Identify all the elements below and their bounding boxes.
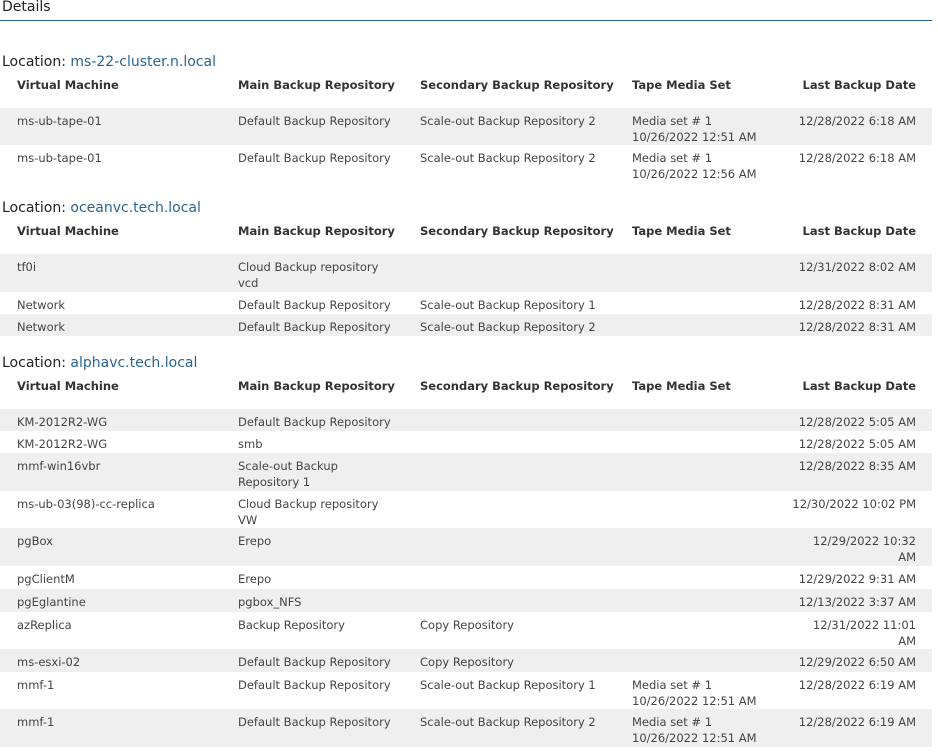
col-header-virtual-machine[interactable]: Virtual Machine	[17, 78, 119, 92]
cell-vm: mmf-1	[17, 678, 55, 692]
cell-main-repo: Erepo	[238, 534, 272, 548]
last-backup-line: AM	[898, 550, 916, 564]
main-repo-line: VW	[238, 513, 258, 527]
cell-main-repo	[238, 458, 388, 490]
cell-vm: Network	[17, 320, 66, 334]
cell-main-repo: Default Backup Repository	[238, 320, 391, 334]
col-header-last-backup[interactable]: Last Backup Date	[802, 224, 916, 238]
cell-last-backup: 12/28/2022 5:05 AM	[798, 415, 916, 429]
cell-tape-media	[632, 714, 792, 746]
location-label: Location:	[2, 200, 66, 216]
cell-last-backup: 12/28/2022 6:19 AM	[798, 715, 916, 729]
cell-main-repo: pgbox_NFS	[238, 595, 302, 609]
col-header-main-repo[interactable]: Main Backup Repository	[238, 224, 395, 238]
cell-last-backup: 12/31/2022 8:02 AM	[798, 260, 916, 274]
location-link[interactable]: oceanvc.tech.local	[70, 200, 201, 216]
col-header-last-backup[interactable]: Last Backup Date	[802, 78, 916, 92]
cell-secondary-repo: Scale-out Backup Repository 1	[420, 298, 596, 312]
tape-media-set: Media set # 1	[632, 678, 713, 692]
last-backup-line: AM	[898, 634, 916, 648]
cell-last-backup: 12/28/2022 5:05 AM	[798, 437, 916, 451]
table-row	[0, 491, 932, 528]
col-header-secondary-repo[interactable]: Secondary Backup Repository	[420, 379, 614, 393]
cell-vm: ms-ub-03(98)-cc-replica	[17, 497, 155, 511]
col-header-tape-media[interactable]: Tape Media Set	[632, 379, 731, 393]
cell-vm: pgEglantine	[17, 595, 86, 609]
last-backup-line: 12/31/2022 11:01	[812, 618, 916, 632]
cell-last-backup: 12/28/2022 6:19 AM	[798, 678, 916, 692]
table-row	[0, 108, 932, 145]
cell-main-repo	[238, 496, 388, 528]
table-row	[0, 431, 932, 453]
cell-last-backup: 12/28/2022 8:35 AM	[798, 459, 916, 473]
main-repo-line: Cloud Backup repository	[238, 497, 379, 511]
col-header-virtual-machine[interactable]: Virtual Machine	[17, 379, 119, 393]
main-repo-line: vcd	[238, 276, 259, 290]
col-header-secondary-repo[interactable]: Secondary Backup Repository	[420, 224, 614, 238]
cell-secondary-repo: Scale-out Backup Repository 1	[420, 678, 596, 692]
cell-secondary-repo: Scale-out Backup Repository 2	[420, 715, 596, 729]
table-row	[0, 528, 932, 566]
cell-secondary-repo: Scale-out Backup Repository 2	[420, 114, 596, 128]
col-header-tape-media[interactable]: Tape Media Set	[632, 224, 731, 238]
col-header-tape-media[interactable]: Tape Media Set	[632, 78, 731, 92]
cell-last-backup	[786, 533, 916, 565]
table-row	[0, 453, 932, 491]
last-backup-line: 12/29/2022 10:32	[812, 534, 916, 548]
table-row	[0, 254, 932, 292]
cell-main-repo: Default Backup Repository	[238, 415, 391, 429]
cell-secondary-repo: Copy Repository	[420, 655, 514, 669]
cell-secondary-repo: Scale-out Backup Repository 2	[420, 320, 596, 334]
cell-main-repo: Default Backup Repository	[238, 715, 391, 729]
cell-secondary-repo: Copy Repository	[420, 618, 514, 632]
col-header-last-backup[interactable]: Last Backup Date	[802, 379, 916, 393]
table-row	[0, 292, 932, 314]
tape-media-set: Media set # 1	[632, 151, 713, 165]
cell-last-backup: 12/29/2022 9:31 AM	[798, 572, 916, 586]
table-row	[0, 672, 932, 709]
cell-last-backup: 12/28/2022 8:31 AM	[798, 320, 916, 334]
cell-main-repo: Default Backup Repository	[238, 114, 391, 128]
cell-vm: ms-ub-tape-01	[17, 151, 102, 165]
location-label: Location:	[2, 54, 66, 70]
table-row	[0, 709, 932, 747]
col-header-virtual-machine[interactable]: Virtual Machine	[17, 224, 119, 238]
table-row	[0, 589, 932, 612]
cell-tape-media	[632, 113, 792, 145]
cell-vm: KM-2012R2-WG	[17, 437, 108, 451]
cell-vm: Network	[17, 298, 66, 312]
cell-vm: mmf-1	[17, 715, 55, 729]
cell-main-repo: Default Backup Repository	[238, 678, 391, 692]
table-row	[0, 145, 932, 182]
location-title	[2, 54, 216, 70]
cell-tape-media	[632, 677, 792, 709]
cell-vm: KM-2012R2-WG	[17, 415, 108, 429]
cell-last-backup: 12/28/2022 6:18 AM	[798, 151, 916, 165]
cell-main-repo: Default Backup Repository	[238, 151, 391, 165]
tape-media-date: 10/26/2022 12:51 AM	[632, 694, 757, 708]
col-header-main-repo[interactable]: Main Backup Repository	[238, 78, 395, 92]
cell-vm: ms-esxi-02	[17, 655, 81, 669]
tape-media-set: Media set # 1	[632, 715, 713, 729]
cell-vm: ms-ub-tape-01	[17, 114, 102, 128]
col-header-main-repo[interactable]: Main Backup Repository	[238, 379, 395, 393]
main-repo-line: Repository 1	[238, 475, 311, 489]
cell-last-backup: 12/28/2022 8:31 AM	[798, 298, 916, 312]
table-row	[0, 649, 932, 672]
cell-vm: pgClientM	[17, 572, 75, 586]
location-label: Location:	[2, 355, 66, 371]
cell-last-backup: 12/29/2022 6:50 AM	[798, 655, 916, 669]
cell-main-repo: Backup Repository	[238, 618, 345, 632]
table-row	[0, 409, 932, 431]
cell-vm: pgBox	[17, 534, 53, 548]
details-header	[0, 0, 932, 21]
cell-main-repo: Erepo	[238, 572, 272, 586]
cell-main-repo	[238, 259, 388, 291]
cell-secondary-repo: Scale-out Backup Repository 2	[420, 151, 596, 165]
location-link[interactable]: ms-22-cluster.n.local	[70, 54, 216, 70]
tape-media-date: 10/26/2022 12:56 AM	[632, 167, 757, 181]
tape-media-date: 10/26/2022 12:51 AM	[632, 130, 757, 144]
cell-vm: tf0i	[17, 260, 37, 274]
table-row	[0, 314, 932, 336]
table-row	[0, 612, 932, 649]
page-title: Details	[2, 0, 51, 15]
table-row	[0, 566, 932, 589]
col-header-secondary-repo[interactable]: Secondary Backup Repository	[420, 78, 614, 92]
cell-tape-media	[632, 150, 792, 182]
cell-main-repo: smb	[238, 437, 263, 451]
cell-vm: azReplica	[17, 618, 72, 632]
tape-media-set: Media set # 1	[632, 114, 713, 128]
cell-last-backup: 12/13/2022 3:37 AM	[798, 595, 916, 609]
cell-last-backup: 12/28/2022 6:18 AM	[798, 114, 916, 128]
cell-vm: mmf-win16vbr	[17, 459, 101, 473]
location-title	[2, 355, 197, 371]
cell-main-repo: Default Backup Repository	[238, 655, 391, 669]
tape-media-date: 10/26/2022 12:51 AM	[632, 731, 757, 745]
cell-main-repo: Default Backup Repository	[238, 298, 391, 312]
location-link[interactable]: alphavc.tech.local	[70, 355, 198, 371]
location-title	[2, 200, 201, 216]
cell-last-backup	[786, 617, 916, 649]
cell-last-backup: 12/30/2022 10:02 PM	[792, 497, 916, 511]
main-repo-line: Cloud Backup repository	[238, 260, 379, 274]
main-repo-line: Scale-out Backup	[238, 459, 338, 473]
